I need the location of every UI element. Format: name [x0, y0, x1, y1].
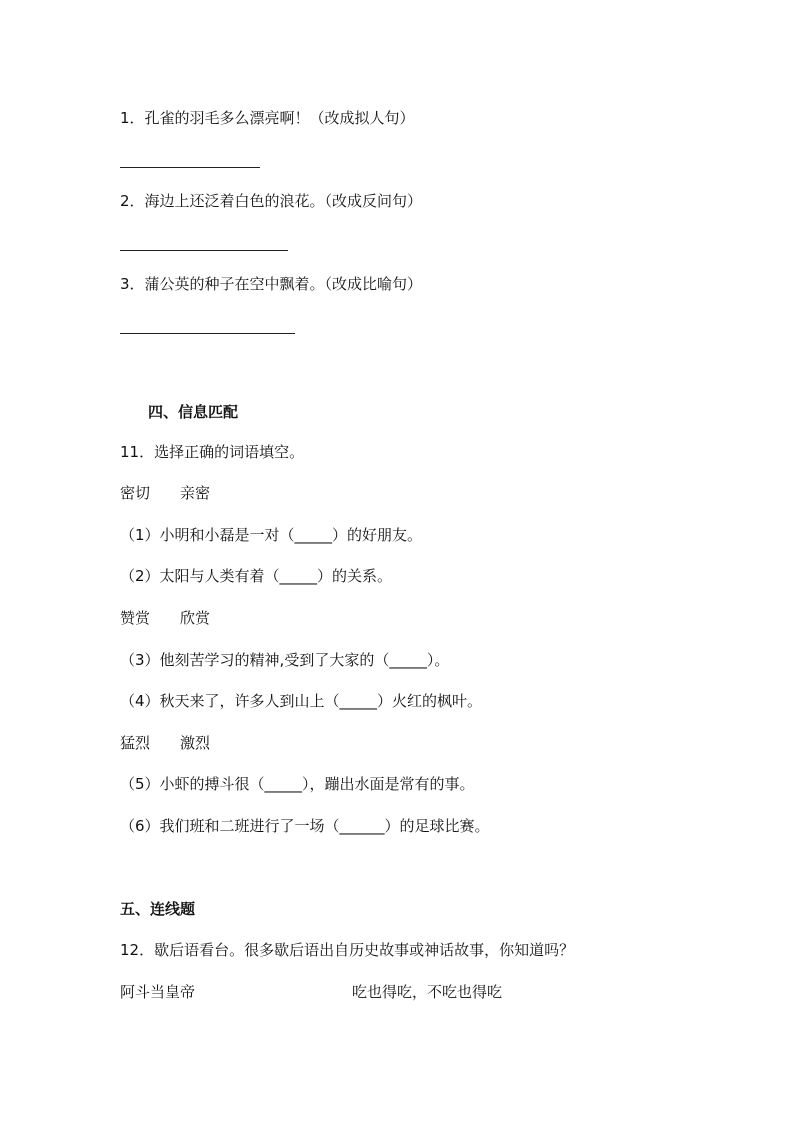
word-option: 猛烈 — [120, 734, 151, 752]
match-right-item: 吃也得吃，不吃也得吃 — [352, 983, 503, 1001]
word-choice-group-1 — [120, 483, 210, 503]
word-option: 亲密 — [180, 484, 211, 502]
rewrite-question-1: 1．孔雀的羽毛多么漂亮啊！（改成拟人句） — [120, 109, 415, 127]
answer-line-3 — [120, 333, 295, 334]
word-choice-group-2 — [120, 608, 210, 628]
fill-item-3: （3）他刻苦学习的精神,受到了大家的（_____）。 — [120, 651, 450, 669]
word-option: 赞赏 — [120, 609, 151, 627]
fill-item-6: （6）我们班和二班进行了一场（______）的足球比赛。 — [120, 817, 490, 835]
match-left-item: 阿斗当皇帝 — [120, 983, 196, 1001]
word-option: 激烈 — [180, 734, 211, 752]
rewrite-question-2: 2．海边上还泛着白色的浪花。（改成反问句） — [120, 192, 423, 210]
answer-line-2 — [120, 250, 288, 251]
fill-item-5: （5）小虾的搏斗很（_____），蹦出水面是常有的事。 — [120, 775, 475, 793]
answer-line-1 — [120, 167, 260, 168]
rewrite-question-3: 3．蒲公英的种子在空中飘着。（改成比喻句） — [120, 275, 423, 293]
section-5-heading: 五、连线题 — [120, 900, 196, 918]
word-choice-group-3 — [120, 733, 210, 753]
fill-item-1: （1）小明和小磊是一对（_____）的好朋友。 — [120, 526, 423, 544]
fill-item-2: （2）太阳与人类有着（_____）的关系。 — [120, 567, 393, 585]
question-12: 12．歇后语看台。很多歇后语出自历史故事或神话故事，你知道吗？ — [120, 941, 575, 959]
section-4-heading: 四、信息匹配 — [148, 403, 239, 421]
question-11: 11．选择正确的词语填空。 — [120, 443, 305, 461]
word-option: 密切 — [120, 484, 151, 502]
fill-item-4: （4）秋天来了，许多人到山上（_____）火红的枫叶。 — [120, 692, 483, 710]
word-option: 欣赏 — [180, 609, 211, 627]
